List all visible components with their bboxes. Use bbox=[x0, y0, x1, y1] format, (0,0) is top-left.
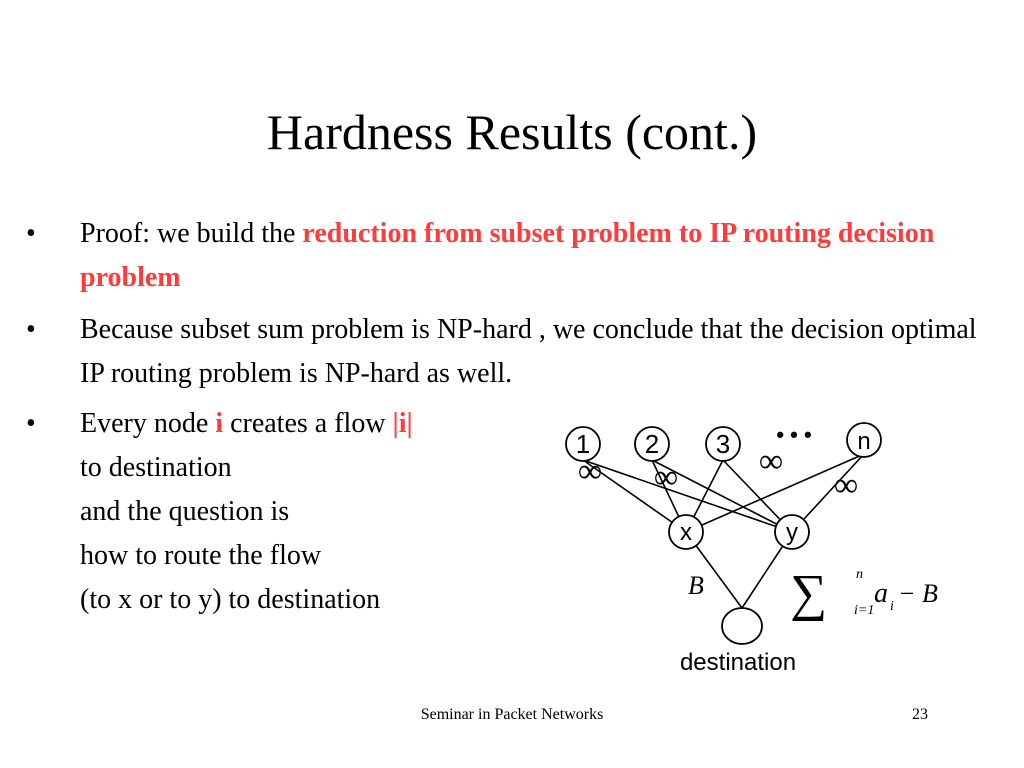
bullet-marker: • bbox=[26, 408, 36, 439]
node-variable: i bbox=[215, 408, 224, 439]
destination-label: destination bbox=[679, 649, 797, 676]
bullet-marker: • bbox=[26, 314, 36, 345]
node-y-label: y bbox=[786, 519, 798, 546]
flow-size: |i| bbox=[392, 408, 413, 439]
infinity-label-3: ∞ bbox=[758, 443, 784, 480]
footer-title: Seminar in Packet Networks bbox=[420, 706, 604, 723]
slide-title: Hardness Results (cont.) bbox=[266, 104, 758, 160]
bullet-marker: • bbox=[26, 218, 36, 249]
bullet-line: to destination bbox=[80, 452, 232, 483]
infinity-label-1: ∞ bbox=[577, 453, 603, 490]
page-number: 23 bbox=[912, 706, 928, 723]
bullet-item-np-hard bbox=[26, 308, 986, 396]
sum-lower-bound: i=1 bbox=[854, 603, 875, 618]
highlighted-text: reduction from subset problem to IP routing decision problem bbox=[80, 218, 935, 293]
bullet-line: (to x or to y) to destination bbox=[80, 584, 381, 615]
node-1-label: 1 bbox=[575, 429, 591, 459]
infinity-label-n: ∞ bbox=[833, 467, 859, 504]
infinity-label-2: ∞ bbox=[653, 459, 679, 496]
bullet-text: Because subset sum problem is NP-hard , we conclude that the decision optimal IP routing problem is NP-hard as well. bbox=[80, 314, 977, 389]
bullet-text: creates a flow bbox=[223, 408, 393, 439]
node-destination bbox=[722, 608, 762, 644]
sum-rest: − B bbox=[898, 579, 938, 608]
reduction-diagram bbox=[528, 412, 938, 682]
sum-upper-bound: n bbox=[856, 567, 863, 582]
bullet-line: and the question is bbox=[80, 496, 290, 527]
bullet-item-proof bbox=[26, 212, 986, 300]
node-3-label: 3 bbox=[715, 429, 731, 459]
node-2-label: 2 bbox=[644, 429, 660, 459]
sum-term-subscript: i bbox=[890, 599, 894, 614]
sigma-symbol: ∑ bbox=[790, 565, 828, 622]
capacity-b-label: B bbox=[688, 571, 704, 600]
bullet-text: Every node bbox=[80, 408, 216, 439]
bullet-item-flow bbox=[26, 402, 550, 622]
bullet-line: how to route the flow bbox=[80, 540, 322, 571]
bullet-text: Proof: we build the bbox=[80, 218, 303, 249]
node-x-label: x bbox=[680, 519, 692, 546]
node-n-label: n bbox=[857, 428, 871, 455]
bullet-first-line bbox=[80, 402, 550, 446]
ellipsis: • • • bbox=[776, 422, 812, 447]
sum-term: a bbox=[874, 578, 888, 609]
